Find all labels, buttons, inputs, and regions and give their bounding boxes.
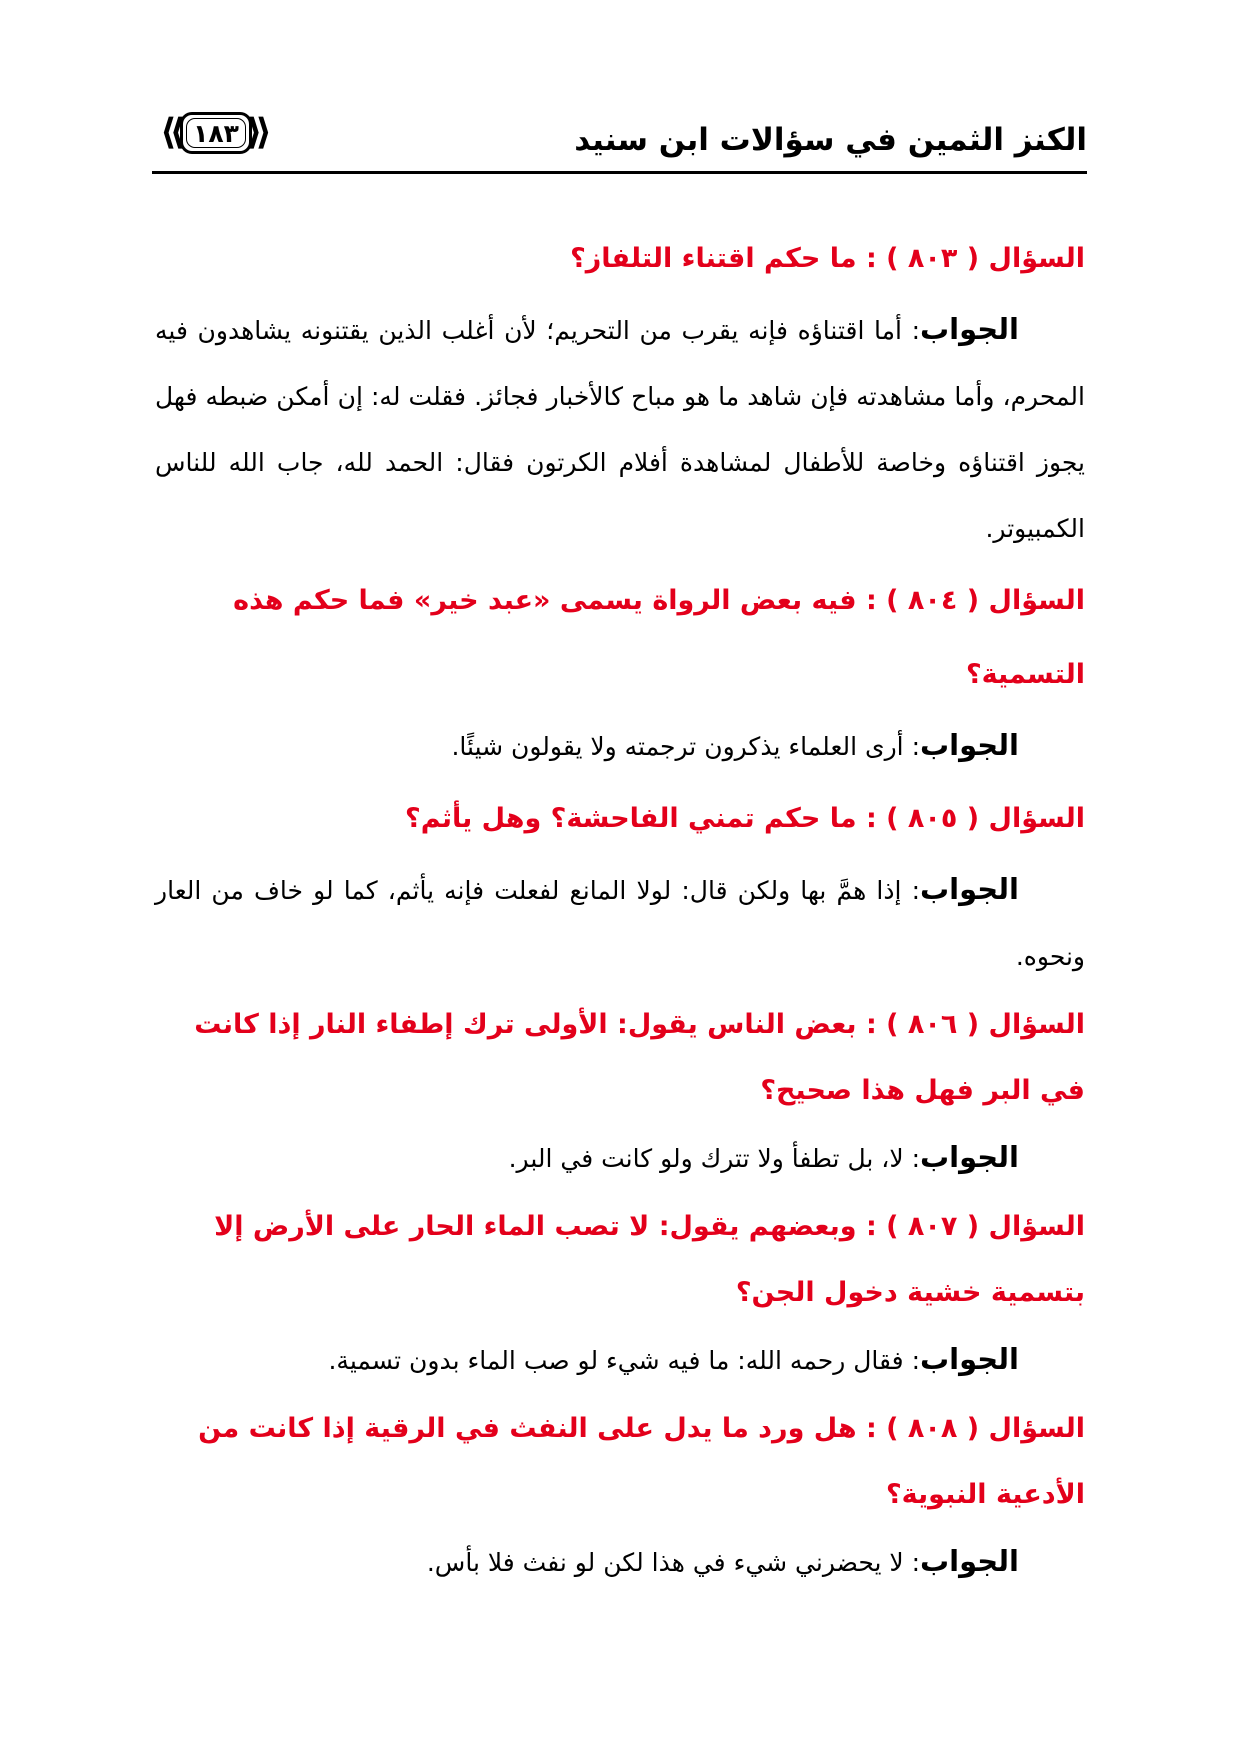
- question-804: [155, 564, 1085, 712]
- book-title: الكنز الثمين في سؤالات ابن سنيد: [574, 122, 1087, 158]
- question-label: السؤال: [988, 1211, 1085, 1242]
- ornament-left-icon: ⟪: [160, 112, 186, 153]
- answer-text: : لا، بل تطفأ ولا تترك ولو كانت في البر.: [508, 1144, 920, 1173]
- question-text: ( ٨٠٥ ) : ما حكم تمني الفاحشة؟ وهل يأثم؟: [405, 803, 989, 834]
- answer-803: [155, 296, 1085, 562]
- answer-text: : إذا همَّ بها ولكن قال: لولا المانع لفعلت فإنه يأثم، كما لو خاف من العار ونحوه.: [155, 876, 1085, 971]
- answer-806: [155, 1124, 1085, 1192]
- page-body: [155, 222, 1085, 1598]
- question-805: [155, 782, 1085, 856]
- answer-label: الجواب: [920, 312, 1019, 346]
- answer-text: : لا يحضرني شيء في هذا لكن لو نفث فلا بأس.: [426, 1548, 920, 1577]
- question-803: [155, 222, 1085, 296]
- answer-text: : أرى العلماء يذكرون ترجمته ولا يقولون شيئًا.: [451, 732, 920, 761]
- question-text: ( ٨٠٧ ) : وبعضهم يقول: لا تصب الماء الحار على الأرض إلا بتسمية خشية دخول الجن؟: [214, 1211, 1085, 1308]
- answer-808: [155, 1528, 1085, 1596]
- answer-text: : أما اقتناؤه فإنه يقرب من التحريم؛ لأن أغلب الذين يقتنونه يشاهدون فيه المحرم، وأما مشاهدته فإن شاهد ما هو مباح كالأخبار فجائز. فقلت له: إن أمكن ضبطه فهل يجوز اقتناؤه وخاصة للأطفال لمشاهدة أفلام الكرتون فقال: الحمد لله، جاب الله للناس الكمبيوتر.: [155, 316, 1085, 543]
- answer-label: الجواب: [920, 728, 1019, 762]
- question-text: ( ٨٠٦ ) : بعض الناس يقول: الأولى ترك إطفاء النار إذا كانت في البر فهل هذا صحيح؟: [194, 1009, 1085, 1106]
- question-label: السؤال: [988, 243, 1085, 274]
- question-label: السؤال: [988, 803, 1085, 834]
- question-808: [155, 1396, 1085, 1528]
- answer-label: الجواب: [920, 1544, 1019, 1578]
- answer-label: الجواب: [920, 1342, 1019, 1376]
- answer-804: [155, 712, 1085, 780]
- question-label: السؤال: [988, 585, 1085, 616]
- page-number: ١٨٣: [193, 118, 239, 148]
- question-806: [155, 992, 1085, 1124]
- question-text: ( ٨٠٤ ) : فيه بعض الرواة يسمى «عبد خير» فما حكم هذه التسمية؟: [233, 585, 1085, 690]
- answer-label: الجواب: [920, 1140, 1019, 1174]
- header-divider: [152, 171, 1087, 174]
- question-text: ( ٨٠٨ ) : هل ورد ما يدل على النفث في الرقية إذا كانت من الأدعية النبوية؟: [198, 1413, 1085, 1510]
- question-807: [155, 1194, 1085, 1326]
- question-label: السؤال: [988, 1009, 1085, 1040]
- answer-text: : فقال رحمه الله: ما فيه شيء لو صب الماء بدون تسمية.: [328, 1346, 920, 1375]
- ornament-right-icon: ⟫: [246, 112, 272, 153]
- question-label: السؤال: [988, 1413, 1085, 1444]
- answer-805: [155, 856, 1085, 990]
- page-header: [152, 108, 1087, 174]
- page-number-badge: [162, 110, 270, 156]
- question-text: ( ٨٠٣ ) : ما حكم اقتناء التلفاز؟: [570, 243, 989, 274]
- answer-label: الجواب: [920, 872, 1019, 906]
- answer-807: [155, 1326, 1085, 1394]
